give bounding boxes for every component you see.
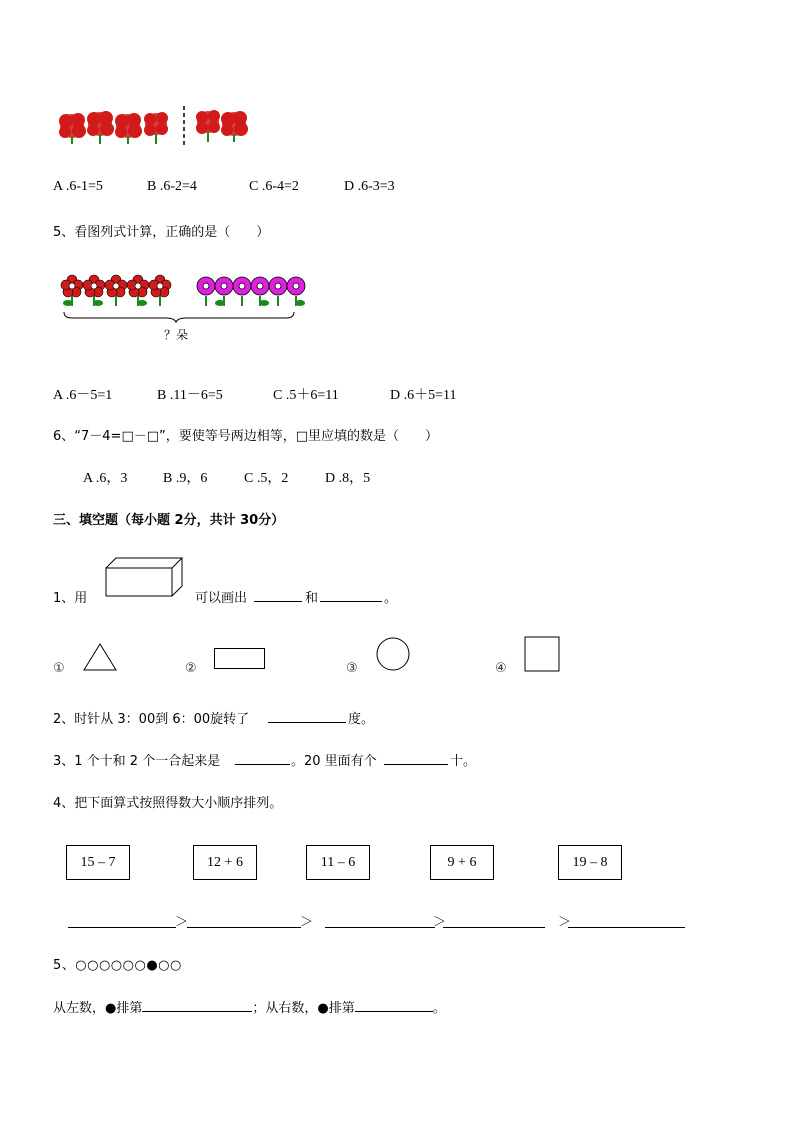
f2-suffix: 度。 (348, 712, 375, 727)
order-blank-5[interactable] (568, 927, 685, 928)
q5-option-c: C .5＋6=11 (273, 388, 339, 403)
order-blank-2[interactable] (187, 927, 301, 928)
f2-prefix: 2、时针从 3：00到 6：00旋转了 (53, 712, 250, 727)
q5-stem: 5、看图列式计算，正确的是（ ） (53, 225, 270, 240)
f2-blank[interactable] (268, 708, 346, 723)
expr-box-1: 15 – 7 (66, 845, 130, 880)
q6-stem: 6、“7－4=□－□”，要使等号两边相等，□里应填的数是（ ） (53, 429, 439, 444)
f1-middle: 可以画出 (195, 591, 248, 606)
section-3-heading: 三、填空题（每小题 2分，共计 30分） (53, 513, 285, 528)
expr-box-3: 11 – 6 (306, 845, 370, 880)
q4-option-a: A .6-1=5 (53, 179, 103, 194)
f5-blank-1[interactable] (142, 997, 252, 1012)
f4-stem: 4、把下面算式按照得数大小顺序排列。 (53, 796, 283, 811)
q5-option-d: D .6＋5=11 (390, 388, 457, 403)
q6-option-c: C .5，2 (244, 471, 289, 486)
f1-blank-2[interactable] (320, 587, 382, 602)
q4-option-d: D .6-3=3 (344, 179, 395, 194)
f5-prefix: 从左数， (53, 1001, 106, 1016)
f5-end: 。 (432, 1001, 446, 1016)
f3-middle: 。20 里面有个 (291, 754, 377, 769)
f3-suffix: 十。 (450, 754, 477, 769)
f5-rank-1: 排第 (116, 1001, 143, 1016)
flower-picture-2 (58, 272, 308, 324)
expr-box-5: 19 – 8 (558, 845, 622, 880)
greater-than-3: ＞ (433, 915, 447, 930)
shape-label-2: ② (185, 661, 197, 676)
f5-semi: ；从右数， (252, 1001, 318, 1016)
greater-than-4: ＞ (558, 915, 572, 930)
q4-option-b: B .6-2=4 (147, 179, 197, 194)
greater-than-1: ＞ (175, 915, 189, 930)
cuboid-icon (104, 556, 184, 598)
f3-prefix: 3、1 个十和 2 个一合起来是 (53, 754, 221, 769)
expr-box-2: 12 + 6 (193, 845, 257, 880)
shape-label-1: ① (53, 661, 65, 676)
order-blank-4[interactable] (443, 927, 545, 928)
order-blank-3[interactable] (325, 927, 435, 928)
f1-blank-1[interactable] (254, 587, 302, 602)
f5-blank-2[interactable] (355, 997, 433, 1012)
flower-picture-1 (50, 104, 260, 150)
black-dot-1: ● (105, 1001, 117, 1016)
q6-option-a: A .6，3 (83, 471, 128, 486)
q5-option-a: A .6－5=1 (53, 388, 113, 403)
q5-brace-label: ？朵 (164, 328, 189, 342)
q5-option-b: B .11－6=5 (157, 388, 223, 403)
q6-option-d: D .8，5 (325, 471, 371, 486)
shape-label-3: ③ (346, 661, 358, 676)
q6-option-b: B .9，6 (163, 471, 208, 486)
f1-and: 和 (305, 591, 319, 606)
expr-box-4: 9 + 6 (430, 845, 494, 880)
order-blank-1[interactable] (68, 927, 176, 928)
f3-blank-2[interactable] (384, 750, 448, 765)
f5-rank-2: 排第 (328, 1001, 355, 1016)
black-dot-2: ● (317, 1001, 329, 1016)
greater-than-2: ＞ (300, 915, 314, 930)
f1-end: 。 (384, 591, 398, 606)
triangle-icon (82, 642, 118, 672)
circle-icon (374, 636, 412, 672)
shape-label-4: ④ (495, 661, 507, 676)
rectangle-icon (213, 647, 267, 671)
f5-line (53, 997, 446, 1016)
q4-option-c: C .6-4=2 (249, 179, 299, 194)
f3-blank-1[interactable] (235, 750, 290, 765)
square-icon (523, 635, 561, 673)
f1-prefix: 1、用 (53, 591, 88, 606)
f5-circles: 5、○○○○○○●○○ (53, 958, 182, 973)
